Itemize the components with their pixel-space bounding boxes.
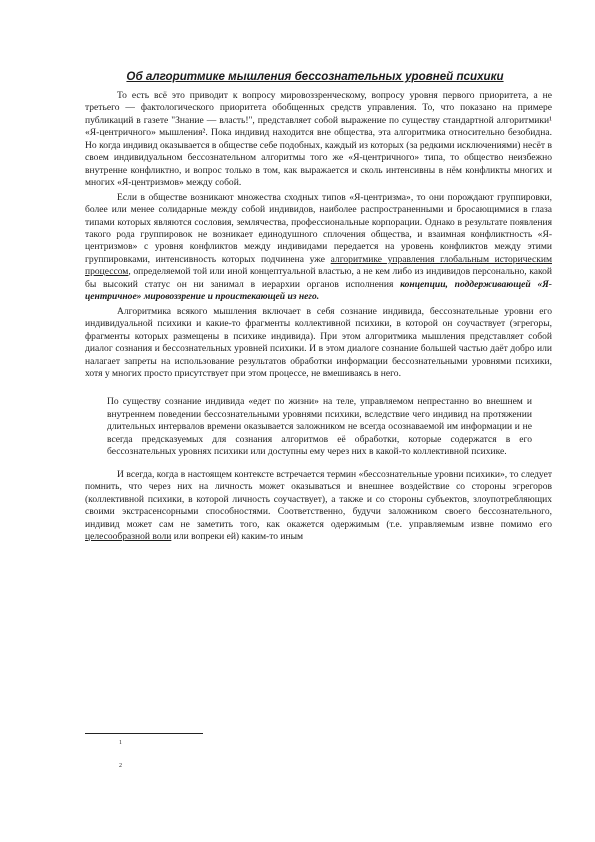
paragraph-2-lead: Если в обществе возникают множества сходных типов «Я-центризма», то они порождают группировки, более или менее солидарные между собой индивидов, наиболее распространенными и бросающимися в глаза типами которых являются сословия, землячества, профессиональные корпорации. Однако в результате появления такого рода группировок не возникает единодушного сплочения общества, и взаимная конфликтность «Я-центризмов» с уровня конфликтов между индивидами передается на уровень конфликтов между этими группировками, интенсивность которых подчинена уже [85, 191, 552, 265]
paragraph-2 [85, 192, 552, 304]
footnote-separator [85, 733, 203, 734]
footnote-marker-2: 2 [119, 763, 122, 769]
block-quote: По существу сознание индивида «едет по жизни» на теле, управляемом непрестанно во внешнем и внутреннем поведении бессознательными уровнями психики, вследствие чего индивид на протяжении длительных интервалов времени оказывается заложником не всегда осознаваемой им информации и не всегда предсказуемых для сознания алгоритмов её обработки, которые содержатся в его бессознательных уровнях психики или доступны ему через них в какой-то коллективной психике. [107, 396, 532, 458]
document-body [85, 90, 552, 543]
paragraph-1: То есть всё это приводит к вопросу мировоззренческому, вопросу уровня первого приоритета, а не третьего — фактологического приоритета обобщенных средств управления. То, что показано на примере публикаций в газете "Знание — власть!", представляет собой выражение по существу стандартной алгоритмики¹ «Я-центричного» мышления². Пока индивид находится вне общества, эта алгоритмика относительно безобидна. Но когда индивид оказывается в обществе себе подобных, каждый из которых (за редкими исключениями) несёт в своем индивидуальном бессознательном алгоритмы того же «Я-центричного» типа, то общество неизбежно внутренне конфликтно, и вопрос только в том, как выражается и сколь интенсивны в нём конфликты многих и многих «Я-центризмов» между собой. [85, 90, 552, 189]
paragraph-4 [85, 469, 552, 544]
paragraph-4-lead: И всегда, когда в настоящем контексте встречается термин «бессознательные уровни психики», то следует помнить, что через них на личность может оказываться и внешнее воздействие со стороны эгрегоров (коллективной психики, в которой личность соучаствует), а также и со стороны субъектов, злоупотребляющих своими экстрасенсорными способностями. Соответственно, будучи заложником своего бессознательного, индивид может сам не заметить того, как окажется одержимым (т.е. управляемым извне помимо его [85, 468, 552, 530]
paragraph-3: Алгоритмика всякого мышления включает в себя сознание индивида, бессознательные уровни его индивидуальной психики и какие-то фрагменты коллективной психики, в которой он соучаствует (эгрегоры, фрагменты которых размещены в психике индивида). При этом алгоритмика мышления представляет собой диалог сознания и бессознательных уровней психики. И в этом диалоге сознание большей частью даёт добро или налагает запреты на использование результатов обработки информации бессознательными уровнями психики, хотя у многих просто присутствует при этом процессе, не вмешиваясь в него. [85, 305, 552, 379]
footnote-marker-1: 1 [119, 740, 122, 746]
paragraph-2-underlined-phrase: алгоритмике управления глобальным историческим процессом [85, 253, 552, 278]
document-title: Об алгоритмике мышления бессознательных уровней психики [126, 70, 504, 83]
paragraph-2-middle: , определяемой той или иной концептуальной властью, а не кем либо из индивидов персонально, какой бы высокий статус он ни занимал в иерархии органов исполнения [85, 266, 552, 290]
paragraph-4-underlined-phrase: целесообразной воли [85, 530, 172, 542]
paragraph-4-tail: или вопреки ей) каким-то иным [171, 530, 304, 542]
paragraph-2-emphasis: концепции, поддерживающей «Я-центричное» мировоззрение и проистекающей из него. [85, 278, 552, 303]
